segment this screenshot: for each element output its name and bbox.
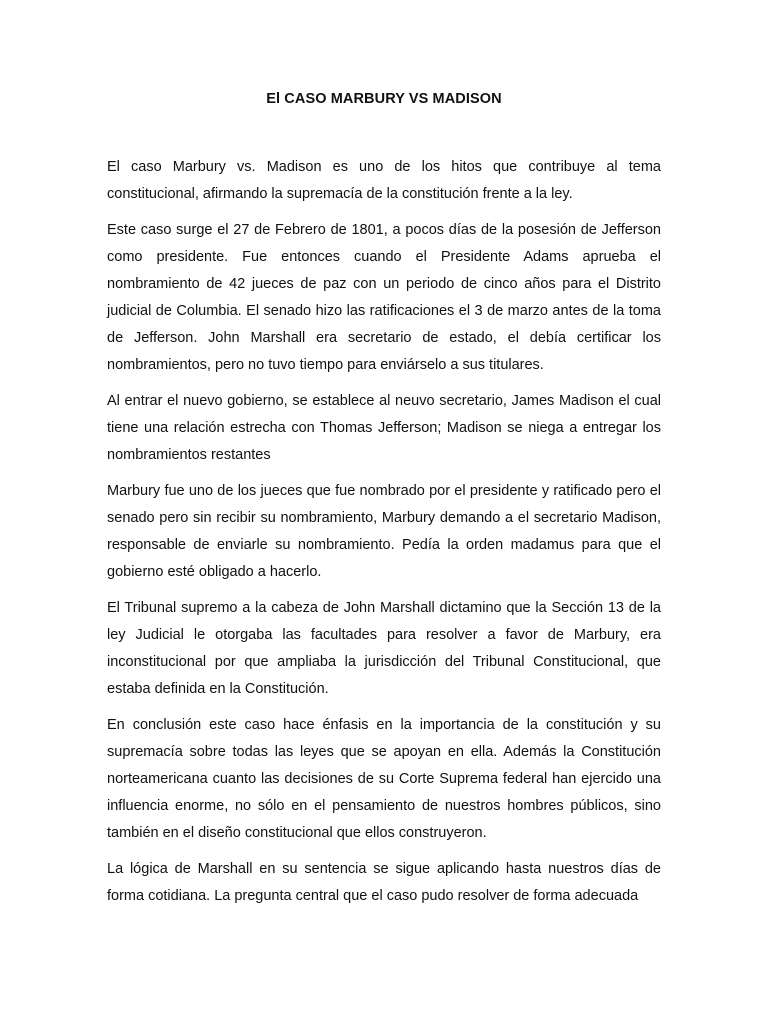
paragraph-4: Marbury fue uno de los jueces que fue nombrado por el presidente y ratificado pero el senado pero sin recibir su nombramiento, Marbury demando a el secretario Madison, responsable de enviarle su nombramiento. Pedía la orden madamus para que el gobierno esté obligado a hacerlo. xyxy=(107,483,661,580)
document-body xyxy=(107,154,661,919)
paragraph-1: El caso Marbury vs. Madison es uno de los hitos que contribuye al tema constitucional, afirmando la supremacía de la constitución frente a la ley. xyxy=(107,159,661,202)
document-title: El CASO MARBURY VS MADISON xyxy=(266,91,502,107)
paragraph-5: El Tribunal supremo a la cabeza de John Marshall dictamino que la Sección 13 de la ley Judicial le otorgaba las facultades para resolver a favor de Marbury, era inconstitucional por que ampliaba la jurisdicción del Tribunal Constitucional, que estaba definida en la Constitución. xyxy=(107,600,661,697)
paragraph-7: La lógica de Marshall en su sentencia se sigue aplicando hasta nuestros días de forma cotidiana. La pregunta central que el caso pudo resolver de forma adecuada xyxy=(107,861,661,904)
paragraph-3: Al entrar el nuevo gobierno, se establece al neuvo secretario, James Madison el cual tiene una relación estrecha con Thomas Jefferson; Madison se niega a entregar los nombramientos restantes xyxy=(107,393,661,463)
paragraph-6: En conclusión este caso hace énfasis en la importancia de la constitución y su supremacía sobre todas las leyes que se apoyan en ella. Además la Constitución norteamericana cuanto las decisiones de su Corte Suprema federal han ejercido una influencia enorme, no sólo en el pensamiento de nuestros hombres públicos, sino también en el diseño constitucional que ellos construyeron. xyxy=(107,717,661,841)
paragraph-2: Este caso surge el 27 de Febrero de 1801, a pocos días de la posesión de Jefferson como presidente. Fue entonces cuando el Presidente Adams aprueba el nombramiento de 42 jueces de paz con un periodo de cinco años para el Distrito judicial de Columbia. El senado hizo las ratificaciones el 3 de marzo antes de la toma de Jefferson. John Marshall era secretario de estado, el debía certificar los nombramientos, pero no tuvo tiempo para enviárselo a sus titulares. xyxy=(107,222,661,373)
